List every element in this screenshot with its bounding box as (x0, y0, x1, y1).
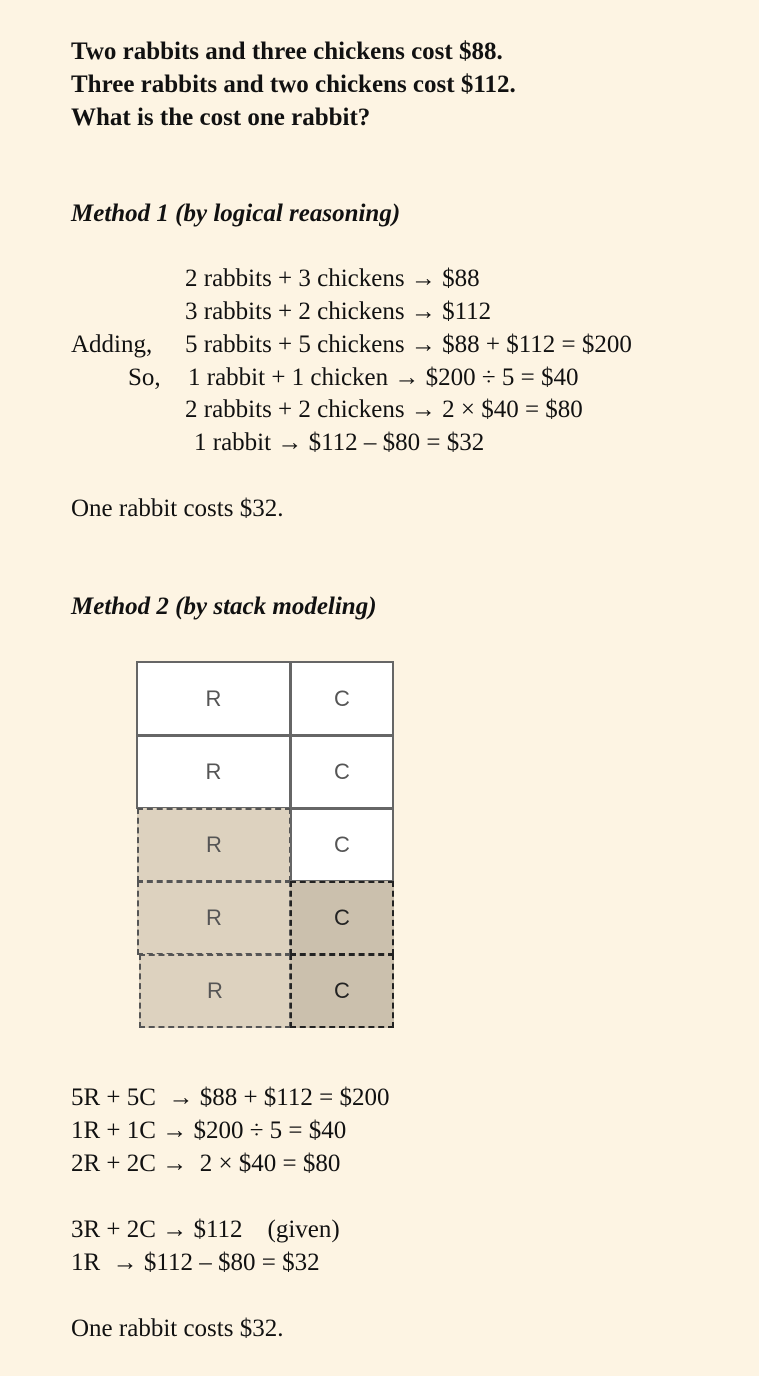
method2-line-2: 1R + 1C → $200 ÷ 5 = $40 (71, 1117, 347, 1144)
method1-line-2: 3 rabbits + 2 chickens → $112 (185, 298, 492, 325)
method1-heading: Method 1 (by logical reasoning) (71, 200, 401, 227)
method1-line-6: 1 rabbit → $112 – $80 = $32 (194, 429, 485, 456)
method2-heading: Method 2 (by stack modeling) (71, 593, 377, 620)
method1-line-5: 2 rabbits + 2 chickens → 2 × $40 = $80 (185, 396, 583, 423)
stack-chicken-box-added: C (290, 881, 394, 955)
method1-line-1: 2 rabbits + 3 chickens → $88 (185, 265, 480, 292)
stack-chicken-box-added: C (290, 954, 394, 1028)
question-line-2: Three rabbits and two chickens cost $112. (71, 71, 516, 98)
method2-conclusion: One rabbit costs $32. (71, 1315, 284, 1342)
method1-line-3: 5 rabbits + 5 chickens → $88 + $112 = $200 (185, 331, 632, 358)
method2-line-4: 3R + 2C → $112 (given) (71, 1216, 340, 1243)
stack-rabbit-box: R (136, 735, 291, 809)
method1-prefix-so: So, (128, 364, 161, 391)
stack-rabbit-box-added: R (137, 881, 291, 955)
stack-rabbit-box-added: R (137, 808, 291, 882)
question-line-3: What is the cost one rabbit? (71, 104, 371, 131)
method1-line-4: 1 rabbit + 1 chicken → $200 ÷ 5 = $40 (188, 364, 579, 391)
method2-line-5: 1R → $112 – $80 = $32 (71, 1249, 320, 1276)
method1-prefix-adding: Adding, (71, 331, 153, 358)
method2-line-1: 5R + 5C → $88 + $112 = $200 (71, 1084, 390, 1111)
stack-chicken-box: C (290, 735, 394, 809)
question-line-1: Two rabbits and three chickens cost $88. (71, 38, 503, 65)
method1-conclusion: One rabbit costs $32. (71, 495, 284, 522)
stack-rabbit-box: R (136, 661, 291, 736)
stack-chicken-box: C (290, 661, 394, 736)
method2-line-3: 2R + 2C → 2 × $40 = $80 (71, 1150, 341, 1177)
stack-rabbit-box-added: R (139, 954, 291, 1028)
stack-chicken-box: C (290, 808, 394, 882)
